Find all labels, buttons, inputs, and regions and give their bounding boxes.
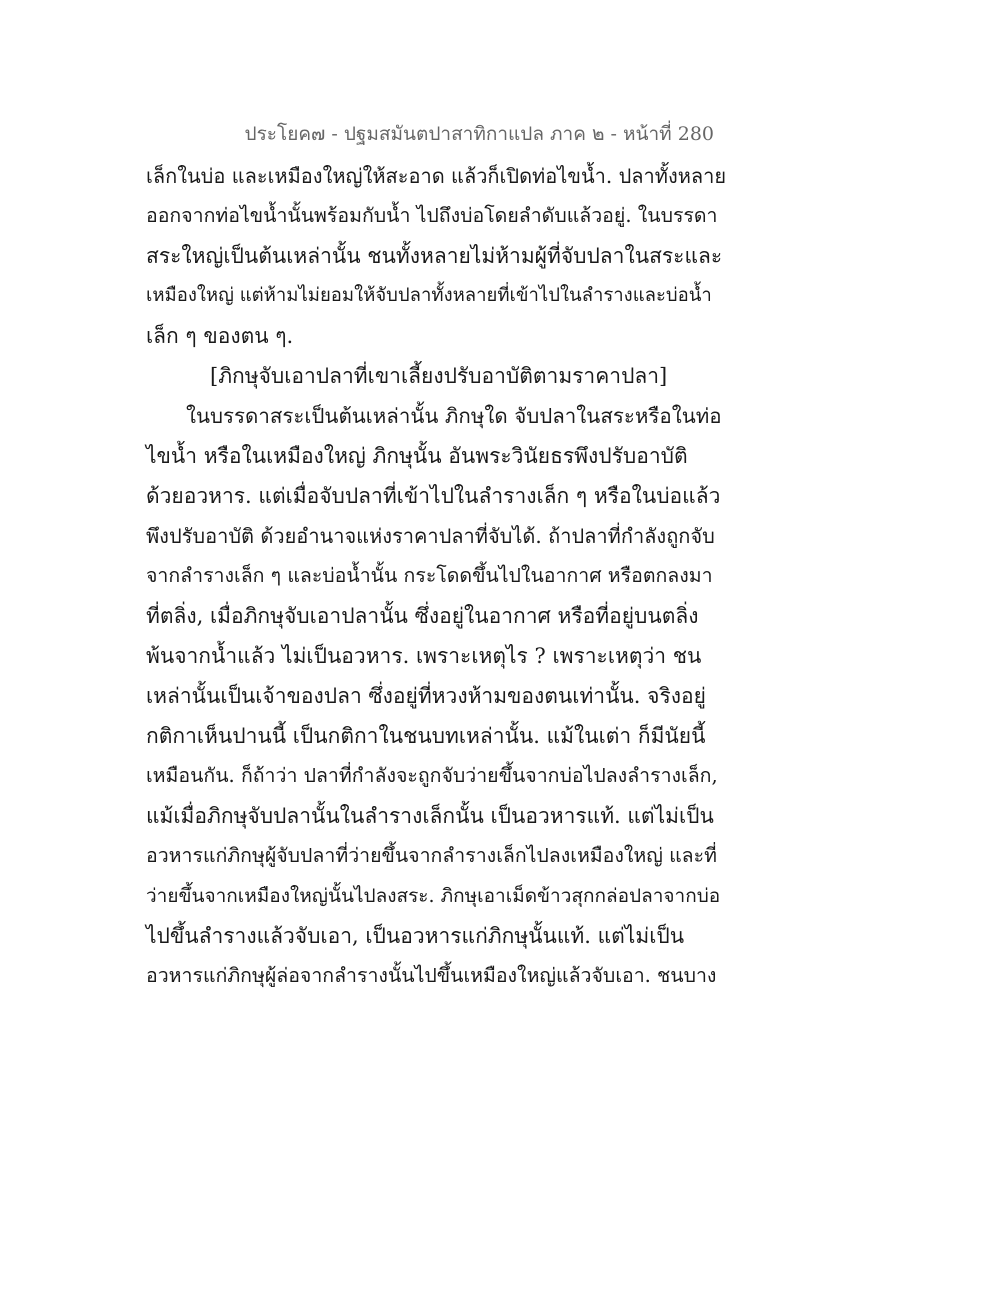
text-line: เล็ก ๆ ของตน ๆ. (146, 324, 294, 348)
text-line: จากลำรางเล็ก ๆ และบ่อน้ำนั้น กระโดดขึ้นไปในอากาศ หรือตกลงมา (146, 564, 713, 587)
text-line: เล็กในบ่อ และเหมืองใหญ่ให้สะอาด แล้วก็เปิดท่อไขน้ำ. ปลาทั้งหลาย (146, 164, 727, 188)
text-line: สระใหญ่เป็นต้นเหล่านั้น ชนทั้งหลายไม่ห้ามผู้ที่จับปลาในสระและ (146, 244, 723, 268)
text-line: ไขน้ำ หรือในเหมืองใหญ่ ภิกษุนั้น อันพระวินัยธรพึงปรับอาบัติ (146, 444, 688, 468)
text-line: เหมือนกัน. ก็ถ้าว่า ปลาที่กำลังจะถูกจับว่ายขึ้นจากบ่อไปลงลำรางเล็ก, (146, 764, 718, 787)
text-line: พึงปรับอาบัติ ด้วยอำนาจแห่งราคาปลาที่จับได้. ถ้าปลาที่กำลังถูกจับ (146, 524, 715, 548)
text-line: ที่ตลิ่ง, เมื่อภิกษุจับเอาปลานั้น ซึ่งอยู่ในอากาศ หรือที่อยู่บนตลิ่ง (146, 604, 699, 628)
running-header: ประโยค๗ - ปฐมสมันตปาสาทิกาแปล ภาค ๒ - หน้าที่ 280 (244, 123, 714, 145)
text-line: อวหารแก่ภิกษุผู้ล่อจากลำรางนั้นไปขึ้นเหมืองใหญ่แล้วจับเอา. ชนบาง (146, 964, 717, 987)
text-line: พ้นจากน้ำแล้ว ไม่เป็นอวหาร. เพราะเหตุไร ? เพราะเหตุว่า ชน (146, 644, 702, 668)
text-line: แม้เมื่อภิกษุจับปลานั้นในลำรางเล็กนั้น เป็นอวหารแท้. แต่ไม่เป็น (146, 804, 714, 828)
text-line: กติกาเห็นปานนี้ เป็นกติกาในชนบทเหล่านั้น. แม้ในเต่า ก็มีนัยนี้ (146, 724, 706, 748)
text-line: อวหารแก่ภิกษุผู้จับปลาที่ว่ายขึ้นจากลำรางเล็กไปลงเหมืองใหญ่ และที่ (146, 844, 717, 867)
text-line: ว่ายขึ้นจากเหมืองใหญ่นั้นไปลงสระ. ภิกษุเอาเม็ดข้าวสุกกล่อปลาจากบ่อ (146, 885, 721, 907)
text-line: เหล่านั้นเป็นเจ้าของปลา ซึ่งอยู่ที่หวงห้ามของตนเท่านั้น. จริงอยู่ (146, 684, 706, 708)
text-line: เหมืองใหญ่ แต่ห้ามไม่ยอมให้จับปลาทั้งหลายที่เข้าไปในลำรางและบ่อน้ำ (146, 285, 712, 306)
text-line: ด้วยอวหาร. แต่เมื่อจับปลาที่เข้าไปในลำรางเล็ก ๆ หรือในบ่อแล้ว (146, 484, 721, 508)
text-line: ในบรรดาสระเป็นต้นเหล่านั้น ภิกษุใด จับปลาในสระหรือในท่อ (186, 404, 722, 428)
text-line: ไปขึ้นลำรางแล้วจับเอา, เป็นอวหารแก่ภิกษุนั้นแท้. แต่ไม่เป็น (146, 924, 685, 948)
section-heading: [ภิกษุจับเอาปลาที่เขาเลี้ยงปรับอาบัติตามราคาปลา] (210, 364, 668, 388)
text-line: ออกจากท่อไขน้ำนั้นพร้อมกับน้ำ ไปถึงบ่อโดยลำดับแล้วอยู่. ในบรรดา (146, 204, 718, 227)
